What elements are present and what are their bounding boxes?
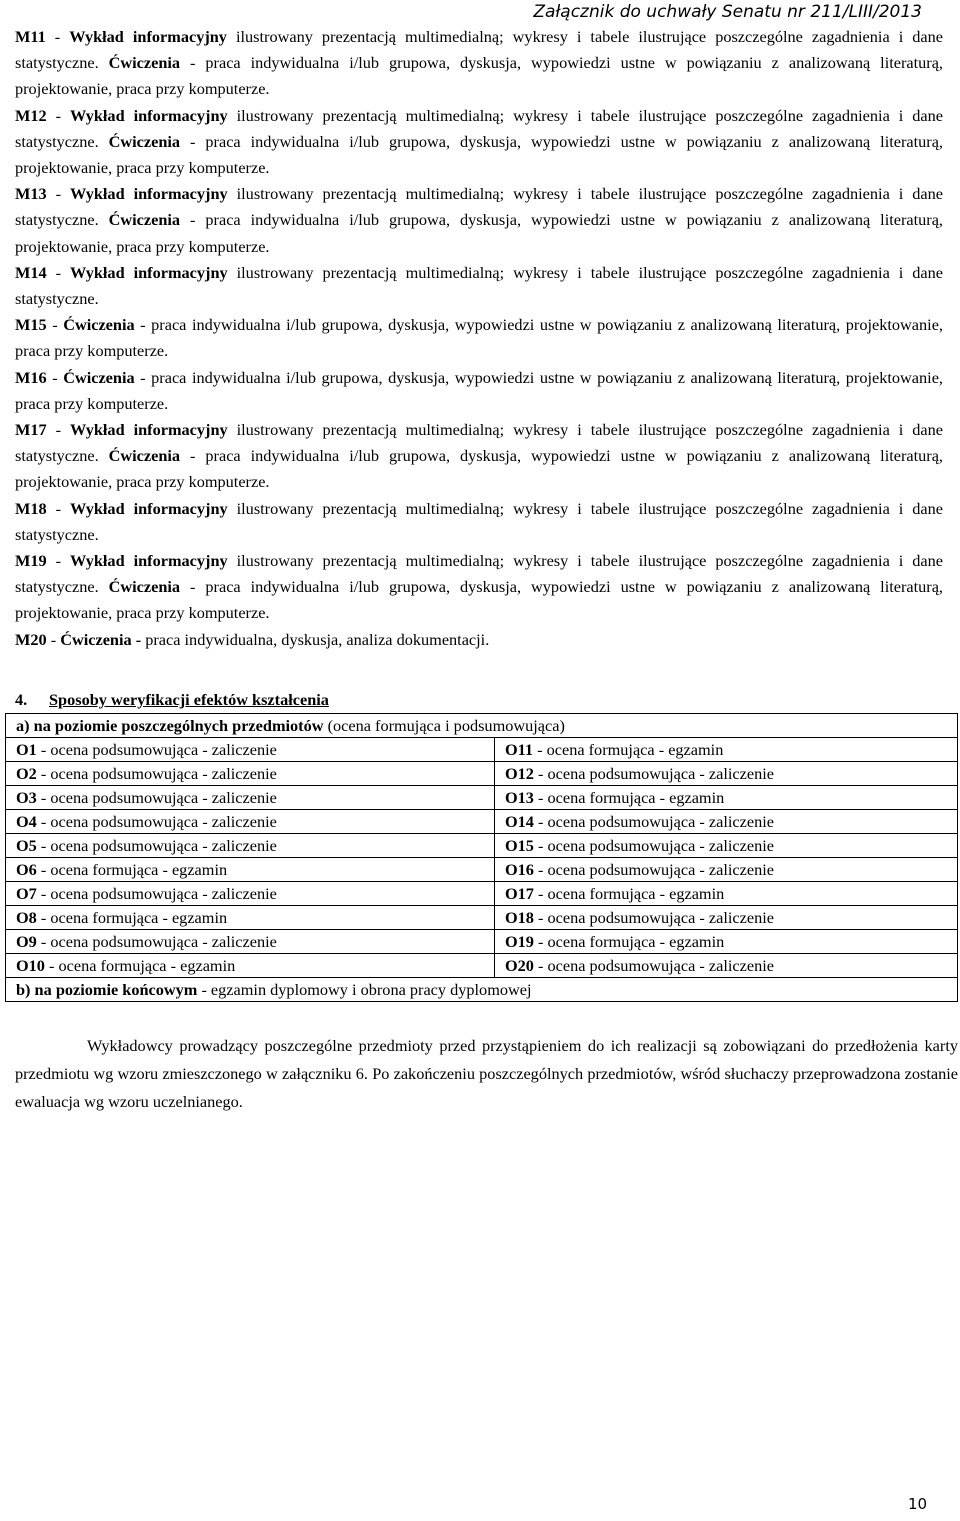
method-code: M18 [15,498,47,518]
assessment-code: O15 [505,836,534,855]
assessment-description: - ocena podsumowująca - zaliczenie [36,788,277,807]
assessment-cell [495,762,958,786]
assessment-cell [6,858,495,882]
closing-text: Wykładowcy prowadzący poszczególne przedmioty przed przystąpieniem do ich realizacji są zobowiązani do przedłożenia karty przedmiotu wg wzoru zmieszczonego w załączniku 6. Po zakończeniu poszczególnych przedmiotów, wśród słuchaczy przeprowadzona zostanie ewaluacja wg wzoru uczelnianego. [15,1036,958,1111]
section-number: 4. [15,690,28,709]
assessment-code: O2 [16,764,37,783]
assessment-cell [6,834,495,858]
method-item [15,417,943,496]
teaching-methods-list [15,24,943,653]
exercises-description: - praca indywidualna i/lub grupowa, dyskusja, wypowiedzi ustne w powiązaniu z analizowaną literaturą, projektowanie, praca przy komputerze. [15,315,943,361]
separator: - [45,27,70,46]
assessment-cell [6,738,495,762]
assessment-code: O11 [505,740,534,759]
assessment-description: - ocena formująca - egzamin [36,908,228,927]
assessment-code: O18 [505,908,534,927]
table-row [6,882,958,906]
table-row [6,762,958,786]
assessment-description: - ocena podsumowująca - zaliczenie [36,884,277,903]
lecture-label: Wykład informacyjny [70,498,228,518]
assessment-description: - ocena podsumowująca - zaliczenie [533,812,774,831]
assessment-cell [495,834,958,858]
level-a-cell [6,714,958,738]
level-a-description: (ocena formująca i podsumowująca) [323,716,565,735]
exercises-description: - praca indywidualna i/lub grupowa, dyskusja, wypowiedzi ustne w powiązaniu z analizowaną literaturą, projektowanie, praca przy komputerze. [15,367,943,413]
page-number: 10 [908,1495,928,1513]
lecture-label: Wykład informacyjny [70,105,228,125]
assessment-code: O16 [505,860,534,879]
verification-table [5,713,958,1002]
lecture-label: Wykład informacyjny [70,420,228,440]
assessment-code: O20 [505,956,534,975]
separator: - [46,629,61,649]
lecture-description: ilustrowany prezentacją multimedialną; wykresy i tabele ilustrujące poszczególne zagadnienia i dane statystyczne. [15,262,943,309]
assessment-description: - ocena podsumowująca - zaliczenie [36,812,277,831]
assessment-description: - ocena podsumowująca - zaliczenie [533,860,774,879]
assessment-cell [6,810,495,834]
lecture-description: ilustrowany prezentacją multimedialną; wykresy i tabele ilustrujące poszczególne zagadnienia i dane statystyczne. [15,420,943,466]
lecture-label: Wykład informacyjny [70,184,228,204]
method-code: M12 [15,105,47,125]
method-code: M11 [15,27,46,46]
assessment-description: - ocena podsumowująca - zaliczenie [36,764,277,783]
method-item [15,181,943,260]
table-row [6,906,958,930]
document-header: Załącznik do uchwały Senatu nr 211/LIII/2013 [533,2,922,22]
separator: - [46,367,64,387]
separator: - [46,105,71,125]
exercises-description: - praca indywidualna i/lub grupowa, dyskusja, wypowiedzi ustne w powiązaniu z analizowaną literaturą, projektowanie, praca przy komputerze. [15,446,943,492]
exercises-label: Ćwiczenia [108,446,181,466]
method-item [15,627,943,653]
assessment-cell [495,906,958,930]
table-row [6,786,958,810]
assessment-cell [6,954,495,978]
assessment-code: O19 [505,932,534,951]
separator: - [46,551,71,571]
method-item [15,365,943,417]
assessment-description: - ocena formująca - egzamin [533,740,724,759]
exercises-label: Ćwiczenia - [60,629,142,649]
assessment-cell [6,762,495,786]
lecture-label: Wykład informacyjny [69,27,227,46]
assessment-cell [6,882,495,906]
assessment-code: O12 [505,764,534,783]
assessment-description: - ocena formująca - egzamin [36,860,228,879]
exercises-description: - praca indywidualna i/lub grupowa, dyskusja, wypowiedzi ustne w powiązaniu z analizowaną literaturą, projektowanie, praca przy komputerze. [15,53,943,99]
assessment-code: O13 [505,788,534,807]
table-row [6,834,958,858]
assessment-code: O4 [16,812,37,831]
assessment-cell [495,954,958,978]
lecture-description: ilustrowany prezentacją multimedialną; wykresy i tabele ilustrujące poszczególne zagadnienia i dane statystyczne. [15,105,943,151]
assessment-code: O5 [16,836,37,855]
lecture-description: ilustrowany prezentacją multimedialną; wykresy i tabele ilustrujące poszczególne zagadnienia i dane statystyczne. [15,498,943,544]
method-item [15,260,943,312]
assessment-code: O14 [505,812,534,831]
method-item [15,548,943,627]
exercises-label: Ćwiczenia [108,131,181,151]
assessment-cell [6,906,495,930]
exercises-description: - praca indywidualna i/lub grupowa, dyskusja, wypowiedzi ustne w powiązaniu z analizowaną literaturą, projektowanie, praca przy komputerze. [15,210,943,256]
lecture-description: ilustrowany prezentacją multimedialną; wykresy i tabele ilustrujące poszczególne zagadnienia i dane statystyczne. [15,551,943,597]
assessment-code: O3 [16,788,37,807]
closing-paragraph [15,1032,958,1116]
assessment-cell [6,786,495,810]
table-row [6,714,958,738]
assessment-cell [495,882,958,906]
separator: - [46,315,64,335]
assessment-description: - ocena formująca - egzamin [533,788,725,807]
assessment-code: O7 [16,884,37,903]
assessment-description: - ocena podsumowująca - zaliczenie [36,836,277,855]
assessment-code: O9 [16,932,37,951]
level-b-description: - egzamin dyplomowy i obrona pracy dyplomowej [197,980,532,999]
level-b-label: b) na poziomie końcowym [16,980,198,999]
lecture-label: Wykład informacyjny [70,551,228,571]
assessment-description: - ocena formująca - egzamin [533,884,725,903]
table-row [6,930,958,954]
assessment-cell [6,930,495,954]
assessment-description: - ocena podsumowująca - zaliczenie [36,932,277,951]
assessment-description: - ocena podsumowująca - zaliczenie [36,740,277,759]
exercises-label: Ćwiczenia [108,577,181,597]
exercises-label: Ćwiczenia [63,367,135,387]
assessment-code: O6 [16,860,37,879]
table-row [6,858,958,882]
method-code: M13 [15,184,47,204]
assessment-cell [495,738,958,762]
method-code: M20 [15,629,47,649]
method-code: M16 [15,367,47,387]
separator: - [46,262,71,282]
table-row [6,954,958,978]
assessment-description: - ocena podsumowująca - zaliczenie [533,956,774,975]
method-item [15,496,943,548]
method-code: M14 [15,262,47,282]
method-code: M15 [15,315,47,335]
separator: - [46,420,71,440]
assessment-cell [495,930,958,954]
method-code: M19 [15,551,47,571]
level-a-label: a) na poziomie poszczególnych przedmiotów [16,716,324,735]
level-b-cell [6,978,958,1002]
separator: - [46,498,71,518]
assessment-description: - ocena formująca - egzamin [533,932,725,951]
exercises-label: Ćwiczenia [108,53,181,73]
lecture-description: ilustrowany prezentacją multimedialną; wykresy i tabele ilustrujące poszczególne zagadnienia i dane statystyczne. [15,27,944,73]
section-heading [15,690,329,710]
assessment-cell [495,858,958,882]
assessment-description: - ocena podsumowująca - zaliczenie [533,836,774,855]
method-item [15,24,943,103]
assessment-description: - ocena podsumowująca - zaliczenie [533,908,774,927]
assessment-description: - ocena podsumowująca - zaliczenie [533,764,774,783]
assessment-code: O17 [505,884,534,903]
assessment-code: O8 [16,908,37,927]
assessment-code: O1 [16,740,37,759]
exercises-description: praca indywidualna, dyskusja, analiza dokumentacji. [141,629,490,649]
section-title: Sposoby weryfikacji efektów kształcenia [49,690,329,709]
method-code: M17 [15,420,47,440]
method-item [15,312,943,364]
table-row [6,738,958,762]
assessment-code: O10 [16,956,45,975]
assessment-description: - ocena formująca - egzamin [44,956,236,975]
method-item [15,103,943,182]
lecture-label: Wykład informacyjny [70,262,228,282]
assessment-cell [495,810,958,834]
separator: - [46,184,71,204]
exercises-label: Ćwiczenia [63,315,135,335]
exercises-description: - praca indywidualna i/lub grupowa, dyskusja, wypowiedzi ustne w powiązaniu z analizowaną literaturą, projektowanie, praca przy komputerze. [15,131,943,178]
table-row [6,810,958,834]
exercises-label: Ćwiczenia [108,210,181,230]
assessment-cell [495,786,958,810]
table-row [6,978,958,1002]
exercises-description: - praca indywidualna i/lub grupowa, dyskusja, wypowiedzi ustne w powiązaniu z analizowaną literaturą, projektowanie, praca przy komputerze. [15,577,943,623]
lecture-description: ilustrowany prezentacją multimedialną; wykresy i tabele ilustrujące poszczególne zagadnienia i dane statystyczne. [15,184,943,230]
